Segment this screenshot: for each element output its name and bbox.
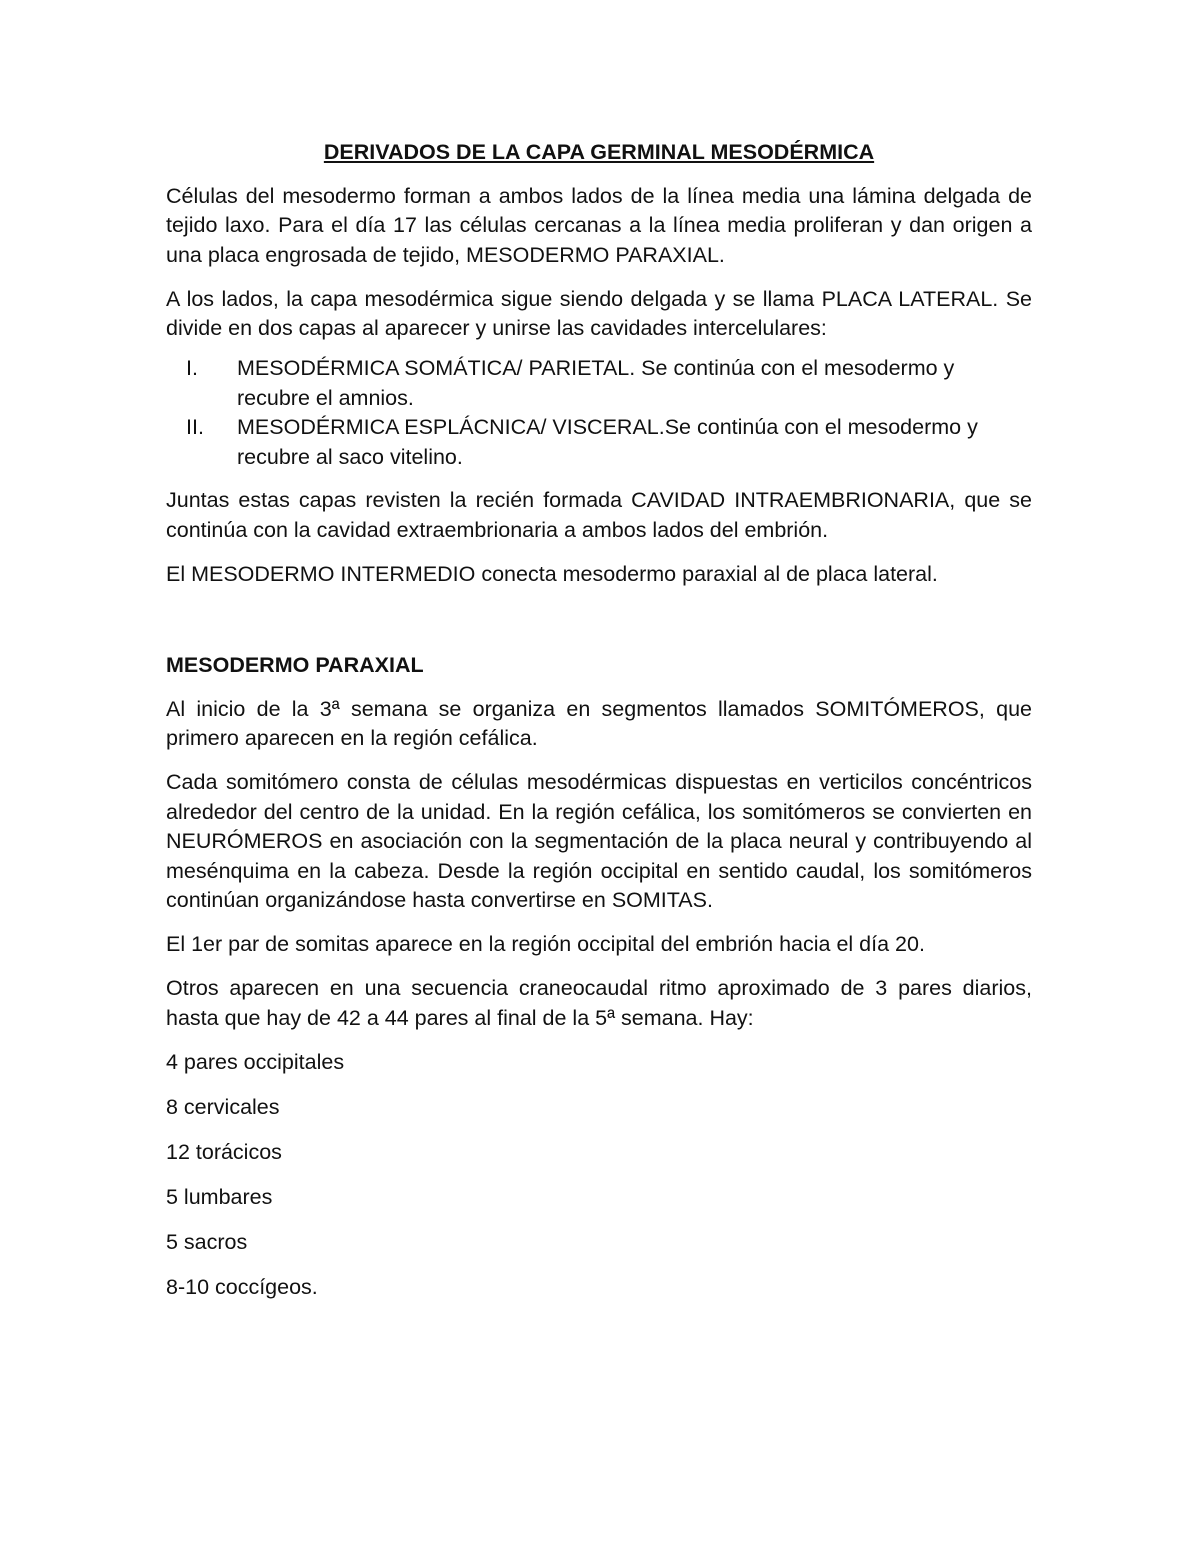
section-paragraph: El 1er par de somitas aparece en la región occipital del embrión hacia el día 20. [166,932,925,956]
somite-count-item: 8-10 coccígeos. [166,1274,318,1299]
mesoderm-layers-list [166,354,1032,472]
document-title: DERIVADOS DE LA CAPA GERMINAL MESODÉRMICA [323,140,875,164]
list-item-number: II. [186,415,204,439]
intro-paragraph: A los lados, la capa mesodérmica sigue siendo delgada y se llama PLACA LATERAL. Se divide en dos capas al aparecer y unirse las cavidades intercelulares: [166,286,1032,340]
somite-count-item: 12 torácicos [166,1139,282,1164]
somite-count-item: 4 pares occipitales [166,1049,345,1074]
section-paragraph: Cada somitómero consta de células mesodérmicas dispuestas en verticilos concéntricos alrededor del centro de la unidad. En la región cefálica, los somitómeros se convierten en NEURÓMEROS en asociación con la segmentación de la placa neural y contribuyendo al mesénquima en la cabeza. Desde la región occipital en sentido caudal, los somitómeros continúan organizándose hasta convertirse en SOMITAS. [166,770,1032,912]
body-paragraph: Juntas estas capas revisten la recién formada CAVIDAD INTRAEMBRIONARIA, que se continúa con la cavidad extraembrionaria a ambos lados del embrión. [166,488,1032,542]
section-paragraph: Al inicio de la 3ª semana se organiza en segmentos llamados SOMITÓMEROS, que primero aparecen en la región cefálica. [166,696,1032,750]
section-heading: MESODERMO PARAXIAL [166,653,424,677]
section-paragraph: Otros aparecen en una secuencia craneocaudal ritmo aproximado de 3 pares diarios, hasta que hay de 42 a 44 pares al final de la 5ª semana. Hay: [166,976,1032,1030]
somite-count-item: 5 sacros [166,1229,248,1254]
body-paragraph: El MESODERMO INTERMEDIO conecta mesodermo paraxial al de placa lateral. [166,561,938,586]
list-item-text: MESODÉRMICA ESPLÁCNICA/ VISCERAL.Se continúa con el mesodermo y recubre al saco vitelino. [237,415,978,469]
intro-paragraph: Células del mesodermo forman a ambos lados de la línea media una lámina delgada de tejido laxo. Para el día 17 las células cercanas a la línea media proliferan y dan origen a una placa engrosada de tejido, MESODERMO PARAXIAL. [166,183,1032,267]
somite-count-item: 5 lumbares [166,1184,273,1209]
somite-count-item: 8 cervicales [166,1094,280,1119]
list-item-number: I. [186,356,198,380]
list-item-text: MESODÉRMICA SOMÁTICA/ PARIETAL. Se continúa con el mesodermo y recubre el amnios. [237,356,955,410]
list-item [166,413,1032,472]
document-page [166,138,1032,1318]
list-item [166,354,1032,413]
